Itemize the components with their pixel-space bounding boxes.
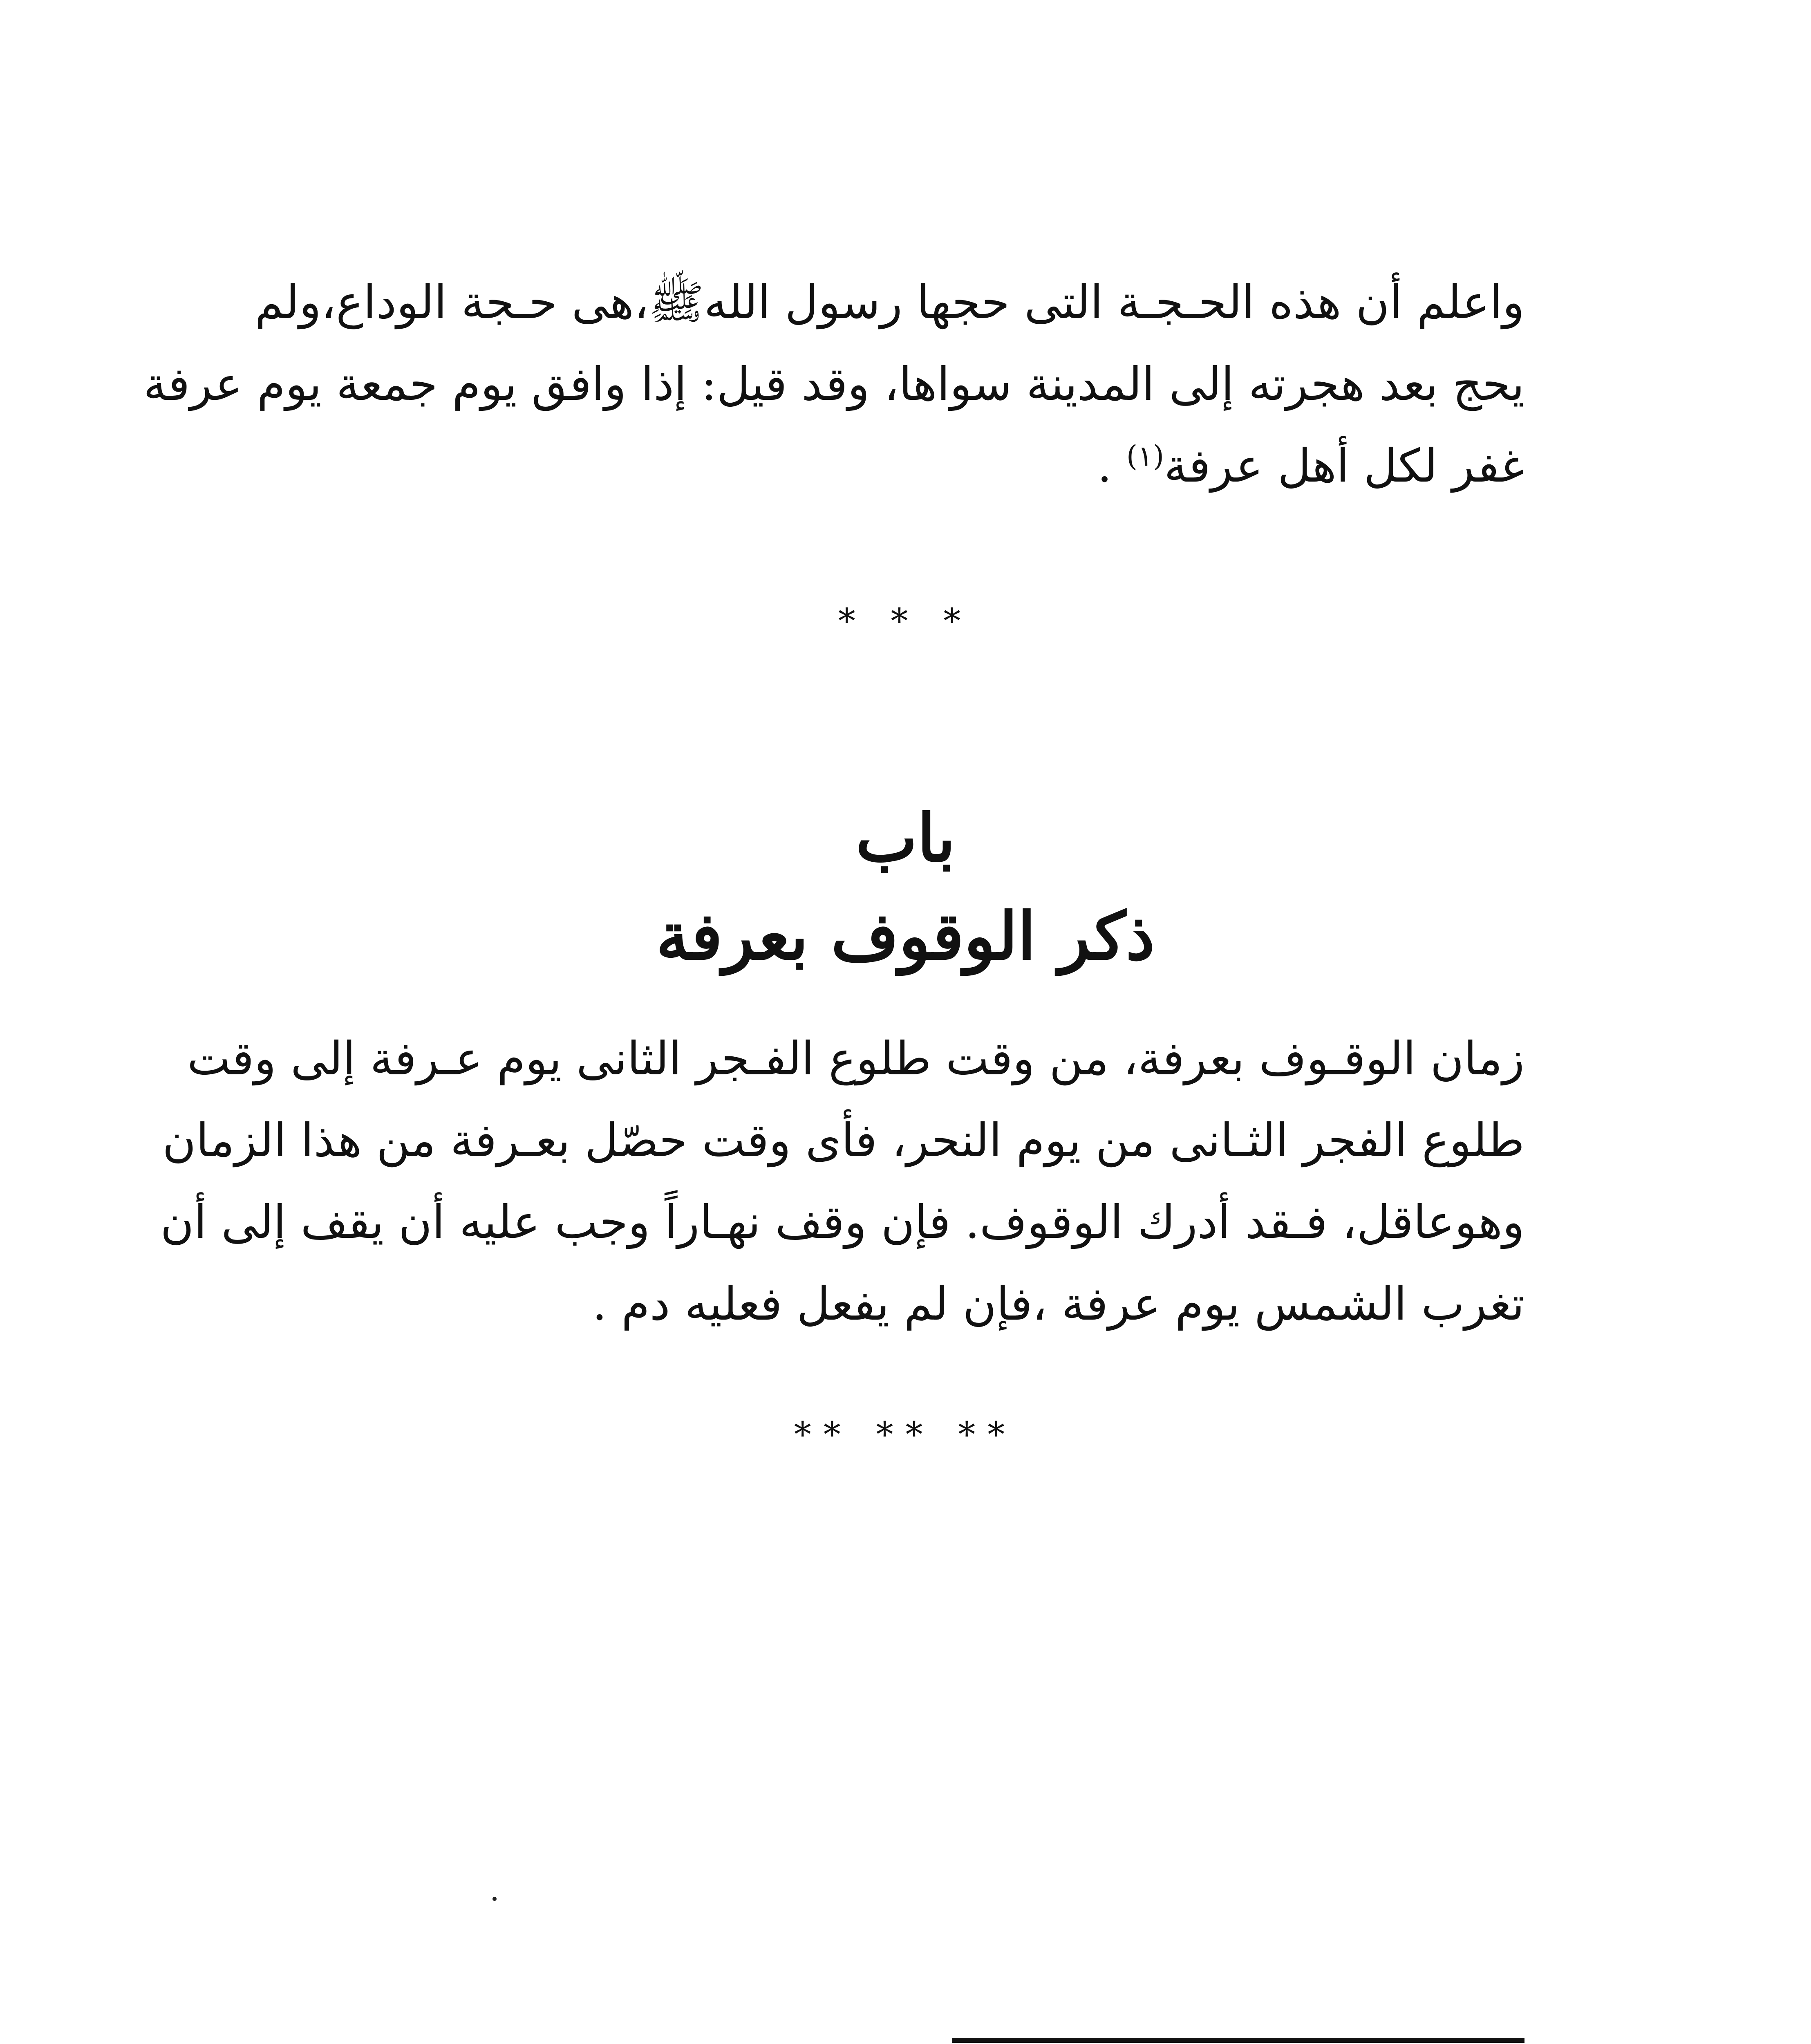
text-line: وهوعاقل، فـقد أدرك الوقوف. فإن وقف نهـاراً وجب عليه أن يقف إلى أن	[160, 1196, 1524, 1249]
paragraph-intro	[143, 262, 1524, 507]
section-separator: ** ** **	[794, 1414, 1017, 1455]
chapter-label: باب	[855, 800, 956, 876]
scan-speck	[492, 1897, 497, 1901]
section-separator: * * *	[838, 601, 973, 641]
text-line-last: تغرب الشمس يوم عرفة ،فإن لم يفعل فعليه دم .	[592, 1278, 1524, 1331]
text-line-last	[323, 425, 1524, 507]
text-line: طلوع الفجر الثـانى من يوم النحر، فأى وقت حصّل بعـرفة من هذا الزمان	[162, 1114, 1524, 1167]
text-line: واعلم أن هذه الحـجـة التى حجها رسول اللهﷺ،هى حـجة الوداع،ولم	[255, 276, 1524, 329]
footnote-reference[interactable]: (١)	[1126, 439, 1164, 473]
footnote-divider	[952, 2038, 1524, 2043]
end-punctuation: .	[1097, 439, 1126, 493]
text-line: يحج بعد هجرته إلى المدينة سواها، وقد قيل: إذا وافق يوم جمعة يوم عرفة	[143, 358, 1524, 411]
chapter-title: ذكر الوقوف بعرفة	[656, 898, 1155, 975]
text-line: زمان الوقـوف بعرفة، من وقت طلوع الفـجر الثانى يوم عـرفة إلى وقت	[187, 1032, 1524, 1085]
paragraph-chapter-body	[160, 1018, 1524, 1345]
text-line-content: غفر لكل أهل عرفة	[1164, 439, 1524, 493]
